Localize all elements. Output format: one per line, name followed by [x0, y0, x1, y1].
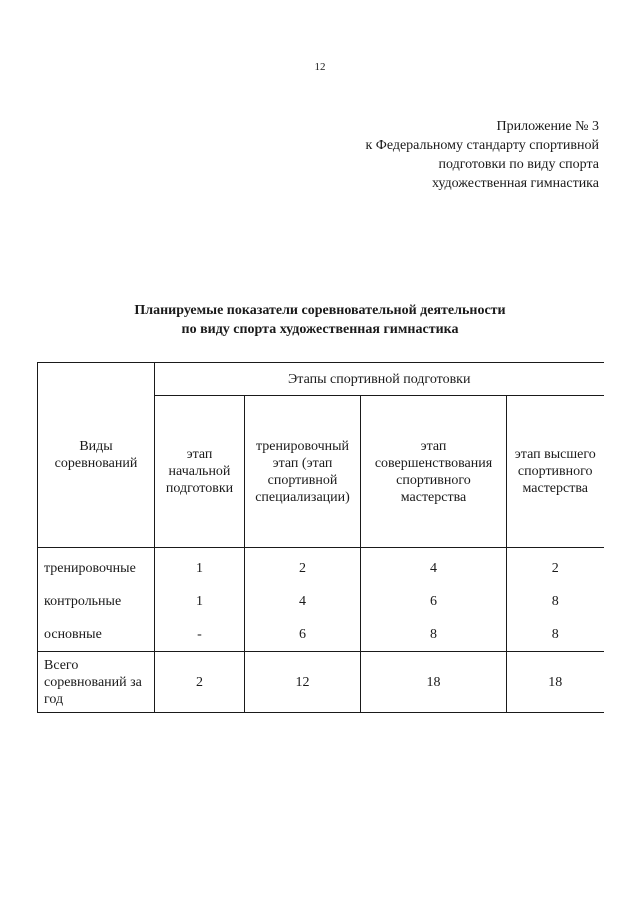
stage-header: этап совершенствования спортивного мастерства — [361, 396, 507, 548]
stage-values — [155, 548, 245, 652]
total-value: 18 — [507, 652, 604, 713]
appendix-line: художественная гимнастика — [431, 176, 599, 191]
total-value: 18 — [361, 652, 507, 713]
row-label: тренировочные — [44, 561, 136, 576]
group-header: Этапы спортивной подготовки — [155, 363, 604, 396]
value-cell: 8 — [551, 594, 559, 609]
row-labels — [38, 548, 155, 652]
row-label: основные — [44, 627, 102, 642]
value-cell: - — [197, 627, 202, 642]
value-cell: 6 — [430, 594, 437, 609]
page-number: 12 — [314, 61, 326, 73]
competition-table — [37, 362, 604, 713]
total-label: Всего соревнований за год — [38, 652, 155, 713]
value-cell: 1 — [196, 561, 203, 576]
total-value: 12 — [245, 652, 361, 713]
stage-values — [361, 548, 507, 652]
document-title — [0, 301, 640, 339]
title-line: по виду спорта художественная гимнастика — [181, 322, 459, 337]
appendix-line: к Федеральному стандарту спортивной — [365, 138, 599, 153]
total-value: 2 — [155, 652, 245, 713]
value-cell: 8 — [430, 627, 437, 642]
appendix-line: Приложение № 3 — [496, 119, 599, 134]
stage-header: этап начальной подготовки — [155, 396, 245, 548]
stage-header: этап высшего спортивного мастерства — [507, 396, 604, 548]
value-cell: 1 — [196, 594, 203, 609]
value-cell: 6 — [299, 627, 306, 642]
title-line: Планируемые показатели соревновательной деятельности — [134, 303, 506, 318]
stage-header: тренировочный этап (этап спортивной специализации) — [245, 396, 361, 548]
value-cell: 2 — [551, 561, 559, 576]
row-label: контрольные — [44, 594, 122, 609]
value-cell: 8 — [551, 627, 559, 642]
row-header: Виды соревнований — [54, 439, 138, 471]
appendix-line: подготовки по виду спорта — [438, 157, 599, 172]
row-header-cell — [38, 363, 155, 548]
appendix-note — [365, 117, 599, 193]
stage-values — [507, 548, 604, 652]
stage-values — [245, 548, 361, 652]
value-cell: 4 — [299, 594, 306, 609]
value-cell: 4 — [430, 561, 437, 576]
value-cell: 2 — [299, 561, 306, 576]
